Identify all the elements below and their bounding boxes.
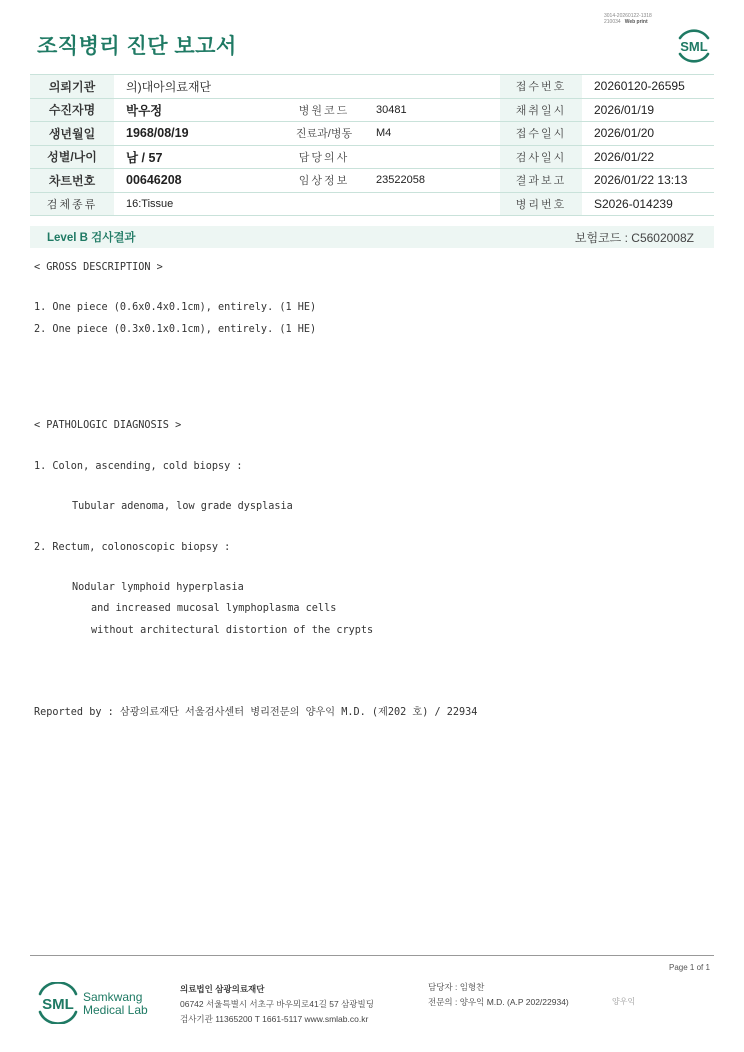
specialist-doctor: 전문의 : 양우익 M.D. (A.P 202/22934) [428, 997, 569, 1007]
diagnosis-item-2-result-1: Nodular lymphoid hyperplasia [72, 582, 244, 593]
value-requester: 의)대아의료재단 [114, 75, 500, 99]
reported-by: Reported by : 삼광의료재단 서울검사센터 병리전문의 양우익 M.D. (제202 호) / 22934 [34, 707, 478, 718]
value-patient-name: 박우정 [114, 98, 284, 122]
info-row [30, 98, 714, 122]
pathologic-diagnosis-header: < PATHOLOGIC DIAGNOSIS > [34, 420, 182, 431]
label-specimen-type: 검체종류 [30, 192, 114, 216]
diagnosis-item-1-result: Tubular adenoma, low grade dysplasia [72, 501, 293, 512]
label-result-report: 결과보고 [500, 169, 582, 193]
doctor-signature: 양우익 [612, 997, 636, 1006]
info-row [30, 169, 714, 193]
value-receipt-date: 2026/01/20 [582, 122, 714, 146]
value-exam-date: 2026/01/22 [582, 145, 714, 169]
value-receipt-no: 20260120-26595 [582, 75, 714, 99]
diagnosis-item-2-result-2: and increased mucosal lymphoplasma cells [91, 603, 337, 614]
samkwang-logo-name-2: Medical Lab [83, 1003, 148, 1017]
label-receipt-no: 접수번호 [500, 75, 582, 99]
organization-contact: 검사기관 11365200 T 1661-5117 www.smlab.co.kr [180, 1014, 369, 1024]
samkwang-logo [37, 982, 155, 1024]
gross-item-1: 1. One piece (0.6x0.4x0.1cm), entirely. (1 HE) [34, 302, 317, 313]
organization-info [180, 982, 374, 1027]
diagnosis-item-1: 1. Colon, ascending, cold biopsy : [34, 461, 243, 472]
gross-item-2: 2. One piece (0.3x0.1x0.1cm), entirely. (1 HE) [34, 324, 317, 335]
gross-description-header: < GROSS DESCRIPTION > [34, 262, 163, 273]
sml-logo-text: SML [680, 39, 708, 54]
label-pathology-no: 병리번호 [500, 192, 582, 216]
info-row [30, 192, 714, 216]
label-birth-date: 생년월일 [30, 122, 114, 146]
staff-in-charge: 담당자 : 임형찬 [428, 982, 485, 992]
label-sex-age: 성별/나이 [30, 145, 114, 169]
samkwang-logo-name-1: Samkwang [83, 990, 143, 1004]
label-patient-name: 수진자명 [30, 98, 114, 122]
diagnosis-item-2-result-3: without architectural distortion of the crypts [91, 625, 374, 636]
value-clinical-info: 23522058 [364, 169, 500, 193]
label-collection-date: 채취일시 [500, 98, 582, 122]
organization-address: 06742 서울특별시 서초구 바우뫼로41길 57 삼광빌딩 [180, 999, 374, 1009]
staff-info [428, 980, 569, 1010]
print-meta [604, 13, 652, 25]
organization-name: 의료법인 삼광의료재단 [180, 984, 265, 994]
patient-info-table [30, 74, 714, 216]
label-doctor: 담당의사 [284, 145, 364, 169]
diagnosis-item-2: 2. Rectum, colonoscopic biopsy : [34, 542, 231, 553]
result-level-label: Level B 검사결과 [47, 232, 136, 244]
label-department: 진료과/병동 [284, 122, 364, 146]
value-result-report: 2026/01/22 13:13 [582, 169, 714, 193]
value-specimen-type: 16:Tissue [114, 192, 500, 216]
value-chart-no: 00646208 [114, 169, 284, 193]
samkwang-logo-short: SML [42, 996, 74, 1013]
label-hospital-code: 병원코드 [284, 98, 364, 122]
label-receipt-date: 접수일시 [500, 122, 582, 146]
label-requester: 의뢰기관 [30, 75, 114, 99]
result-level-bar [30, 226, 714, 248]
label-clinical-info: 임상정보 [284, 169, 364, 193]
value-sex-age: 남 / 57 [114, 145, 284, 169]
page-number: Page 1 of 1 [669, 963, 710, 972]
value-birth-date: 1968/08/19 [114, 122, 284, 146]
info-row [30, 122, 714, 146]
print-code-2: 210034 [604, 19, 621, 25]
value-doctor [364, 145, 500, 169]
web-print-label: Web print [624, 19, 648, 25]
report-title: 조직병리 진단 보고서 [37, 35, 237, 58]
info-row [30, 145, 714, 169]
label-exam-date: 검사일시 [500, 145, 582, 169]
print-code-1: 3014-20260122-1318 [604, 13, 652, 19]
footer-divider [30, 955, 714, 956]
value-pathology-no: S2026-014239 [582, 192, 714, 216]
value-department: M4 [364, 122, 500, 146]
label-chart-no: 차트번호 [30, 169, 114, 193]
value-collection-date: 2026/01/19 [582, 98, 714, 122]
info-row [30, 75, 714, 99]
value-hospital-code: 30481 [364, 98, 500, 122]
insurance-code: 보험코드 : C5602008Z [574, 230, 694, 245]
sml-logo-icon [674, 25, 714, 65]
